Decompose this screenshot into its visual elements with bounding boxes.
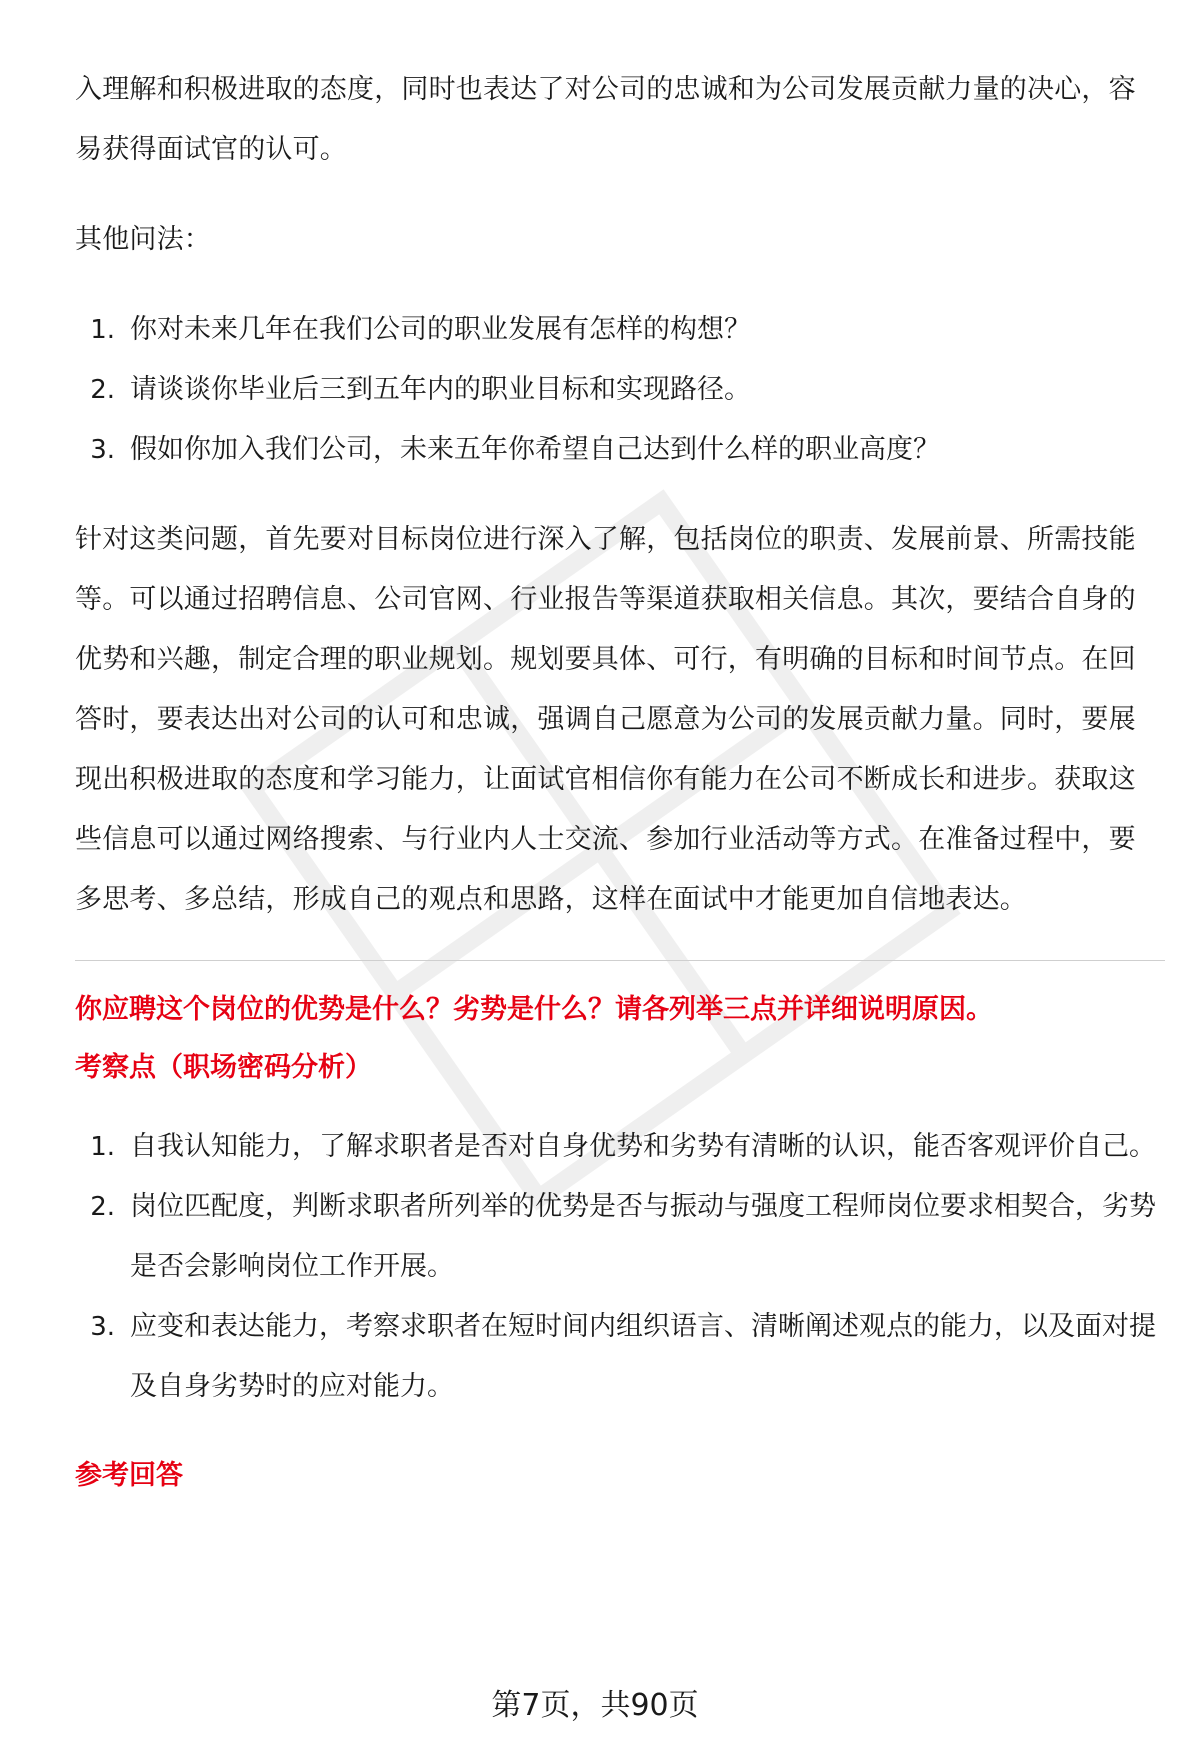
advice-paragraph: 针对这类问题，首先要对目标岗位进行深入了解，包括岗位的职责、发展前景、所需技能等。可以通过招聘信息、公司官网、行业报告等渠道获取相关信息。其次，要结合自身的优势和兴趣，制定合理的职业规划。规划要具体、可行，有明确的目标和时间节点。在回答时，要表达出对公司的认可和忠诚，强调自己愿意为公司的发展贡献力量。同时，要展现出积极进取的态度和学习能力，让面试官相信你有能力在公司不断成长和进步。获取这些信息可以通过网络搜索、与行业内人士交流、参加行业活动等方式。在准备过程中，要多思考、多总结，形成自己的观点和思路，这样在面试中才能更加自信地表达。 — [75, 524, 1136, 915]
section-divider — [75, 960, 1165, 961]
intro-paragraph: 入理解和积极进取的态度，同时也表达了对公司的忠诚和为公司发展贡献力量的决心，容易获得面试官的认可。 — [75, 74, 1136, 165]
question-title: 你应聘这个岗位的优势是什么？劣势是什么？请各列举三点并详细说明原因。 — [75, 994, 993, 1025]
analysis-points-list — [75, 1117, 1160, 1417]
list-item — [75, 1117, 1160, 1177]
list-item-number: 1. — [90, 315, 115, 345]
other-questions-label: 其他问法： — [75, 224, 211, 255]
list-item — [75, 300, 1160, 360]
reference-answer-label: 参考回答 — [75, 1460, 183, 1491]
page-footer — [0, 1680, 1190, 1724]
list-item-text: 你对未来几年在我们公司的职业发展有怎样的构想？ — [130, 314, 751, 345]
list-item-text: 请谈谈你毕业后三到五年内的职业目标和实现路径。 — [130, 374, 751, 405]
list-item — [75, 360, 1160, 420]
list-item-text: 自我认知能力，了解求职者是否对自身优势和劣势有清晰的认识，能否客观评价自己。 — [130, 1131, 1156, 1162]
list-item — [75, 420, 1160, 480]
other-questions-list — [75, 300, 1160, 480]
list-item-number: 3. — [90, 1312, 115, 1342]
list-item-text: 岗位匹配度，判断求职者所列举的优势是否与振动与强度工程师岗位要求相契合，劣势是否会影响岗位工作开展。 — [130, 1191, 1156, 1282]
list-item — [75, 1297, 1160, 1417]
list-item-number: 2. — [90, 1192, 115, 1222]
list-item-number: 3. — [90, 435, 115, 465]
main-content — [75, 60, 1160, 1505]
list-item-number: 1. — [90, 1132, 115, 1162]
list-item-number: 2. — [90, 375, 115, 405]
page-number: 第7页，共90页 — [491, 1688, 699, 1723]
list-item — [75, 1177, 1160, 1297]
analysis-label: 考察点（职场密码分析） — [75, 1052, 372, 1083]
list-item-text: 应变和表达能力，考察求职者在短时间内组织语言、清晰阐述观点的能力，以及面对提及自身劣势时的应对能力。 — [130, 1311, 1156, 1402]
list-item-text: 假如你加入我们公司，未来五年你希望自己达到什么样的职业高度？ — [130, 434, 940, 465]
